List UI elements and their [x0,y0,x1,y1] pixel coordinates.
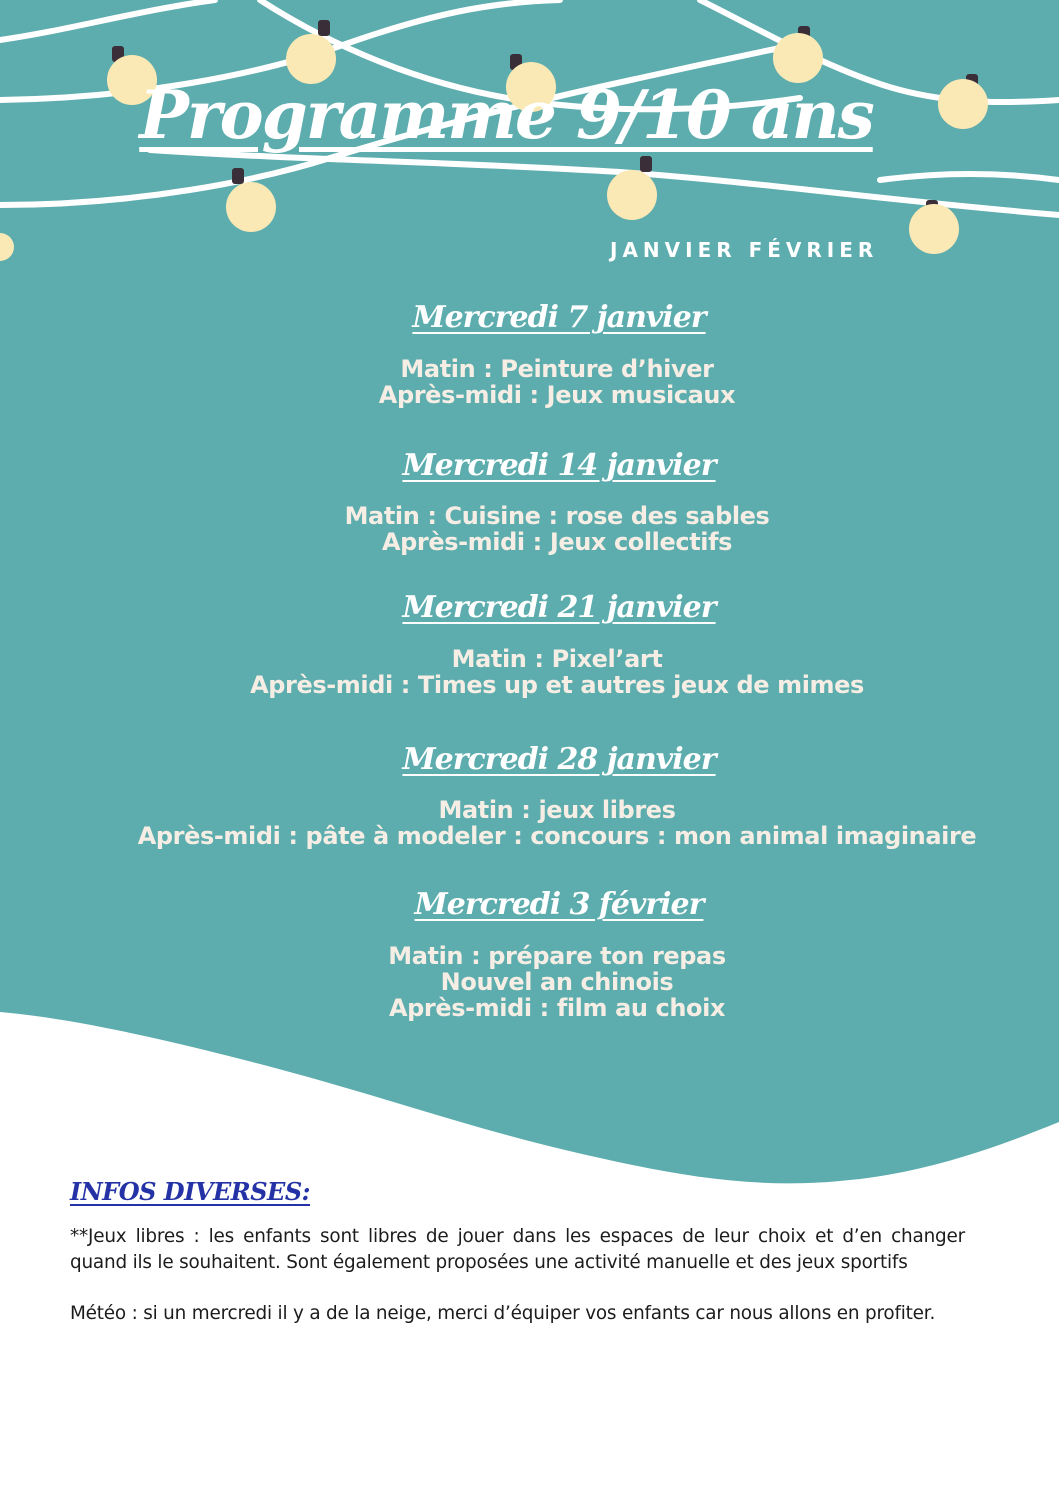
day-title: Mercredi 28 janvier [402,742,716,777]
period-subtitle: JANVIER FÉVRIER [610,238,879,262]
day-activities [0,943,1059,1021]
day-title: Mercredi 14 janvier [402,448,716,483]
infos-paragraph-meteo: Météo : si un mercredi il y a de la neige, merci d’équiper vos enfants car nous allons en profiter. [70,1303,936,1324]
activity-line: Matin : prépare ton repas [388,942,726,970]
day-title: Mercredi 21 janvier [402,590,716,625]
day-activities [0,503,1059,555]
activity-line: Matin : Pixel’art [451,645,663,673]
activity-line: Matin : Cuisine : rose des sables [344,502,770,530]
activity-line: Après-midi : film au choix [388,994,726,1022]
activity-line: Après-midi : pâte à modeler : concours : mon animal imaginaire [137,822,977,850]
infos-heading: INFOS DIVERSES: [70,1177,311,1206]
activity-line: Nouvel an chinois [440,968,674,996]
activity-line: Après-midi : Jeux musicaux [378,381,736,409]
activity-line: Après-midi : Times up et autres jeux de mimes [250,671,864,699]
day-title: Mercredi 7 janvier [412,300,706,335]
page-title: Programme 9/10 ans [139,76,873,154]
day-activities [0,646,1059,698]
activity-line: Matin : jeux libres [438,796,676,824]
day-activities [0,797,1059,849]
activity-line: Après-midi : Jeux collectifs [381,528,733,556]
activity-line: Matin : Peinture d’hiver [400,355,714,383]
infos-paragraph-jeux-libres: **Jeux libres : les enfants sont libres de jouer dans les espaces de leur choix et d’en changer quand ils le souhaitent. Sont également proposées une activité manuelle et des jeux sportifs [70,1226,965,1273]
day-title: Mercredi 3 février [414,887,704,922]
day-activities [0,356,1059,408]
